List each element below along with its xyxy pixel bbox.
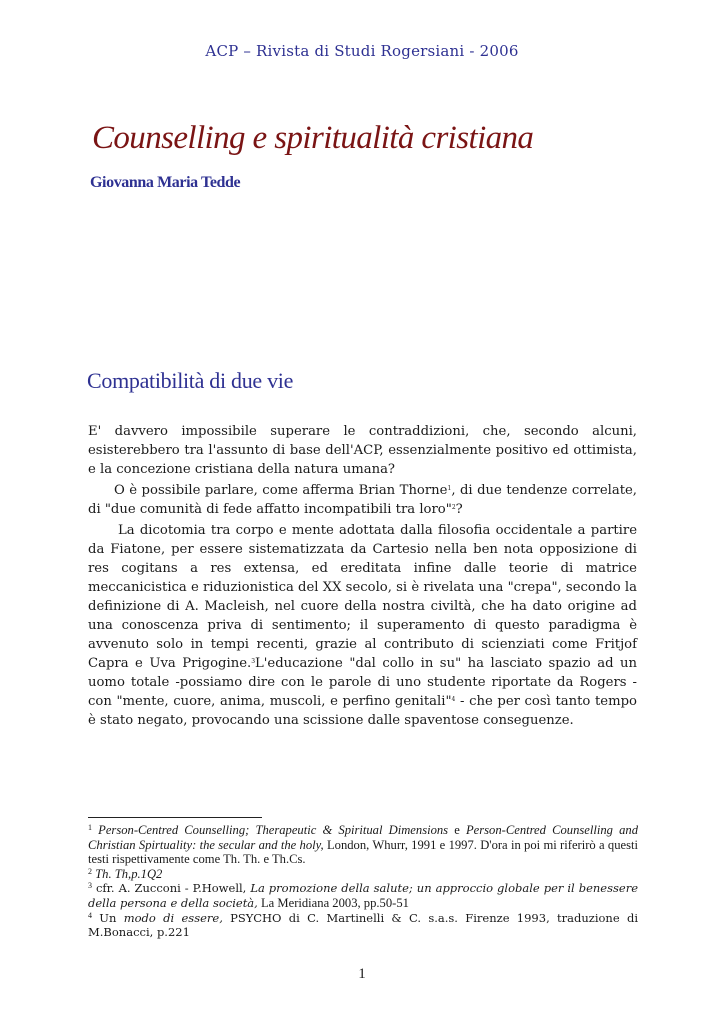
- paragraph-3-text-c: - che per così tanto tempo è stato negato, provocando una scissione dalle spaventose conseguenze.: [88, 694, 637, 728]
- footnote-4-rest: PSYCHO di C. Martinelli & C. s.a.s. Firenze 1993, traduzione di M.Bonacci, p.221: [88, 910, 638, 940]
- footnote-4-mark: 4: [88, 910, 92, 920]
- footnote-4-title: modo di essere,: [123, 910, 223, 925]
- footnotes: [88, 823, 638, 940]
- footnote-ref-1: 1: [447, 485, 452, 492]
- paragraph-1-text: E' davvero impossibile superare le contraddizioni, che, secondo alcuni, esisterebbero tra l'assunto di base dell'ACP, essenzialmente positivo ed ottimista, e la concezione cristiana della natura umana?: [88, 424, 637, 477]
- footnote-1: [88, 823, 638, 867]
- footnote-1-rest: London, Whurr, 1991 e 1997. D'ora in poi mi riferirò a questi testi rispettivamente come Th. Th. e Th.Cs.: [88, 837, 638, 867]
- article-title: Counselling e spiritualità cristiana: [92, 120, 534, 156]
- paragraph-2-text-b: , di due tendenze correlate, di "due comunità di fede affatto incompatibili tra loro": [88, 483, 637, 517]
- footnote-3-rest: La Meridiana 2003, pp.50-51: [257, 895, 409, 910]
- footnote-3-mark: 3: [88, 881, 92, 891]
- paragraph-1: [88, 422, 637, 479]
- footnote-3-prefix: cfr. A. Zucconi - P.Howell,: [92, 881, 251, 896]
- footnote-ref-4: 4: [451, 696, 456, 703]
- paragraph-2-text-c: ?: [455, 502, 463, 517]
- footnote-1-title-1: Person-Centred Counselling; Therapeutic & Spiritual Dimensions: [98, 823, 449, 837]
- footnote-ref-2: 2: [451, 504, 456, 511]
- footnote-4-prefix: Un: [92, 910, 124, 925]
- footnote-1-and: e: [448, 823, 466, 837]
- paragraph-3-text-b: L'educazione "dal collo in su" ha lasciato spazio ad un uomo totale -possiamo dire con le parole di uno studente riportate da Rogers - con "mente, cuore, anima, muscoli, e perfino genitali": [88, 656, 638, 709]
- paragraph-2-text-a: O è possibile parlare, come afferma Brian Thorne: [114, 483, 448, 498]
- footnote-2: [88, 867, 638, 882]
- footnote-separator: [88, 817, 262, 818]
- footnote-ref-3: 3: [251, 658, 256, 665]
- footnote-4: [88, 911, 638, 940]
- footnote-3-title: La promozione della salute; un approccio globale per il benessere della persona e della società,: [88, 881, 638, 910]
- footnote-1-title-2: Person-Centred Counselling and Christian Spirtuality: the secular and the holy,: [88, 823, 638, 852]
- article-author: Giovanna Maria Tedde: [90, 174, 241, 191]
- page-number: 1: [358, 966, 366, 982]
- paragraph-2: [88, 481, 637, 519]
- footnote-1-mark: 1: [88, 823, 92, 832]
- footnote-3: [88, 881, 638, 910]
- footnote-2-text: Th. Th,p.1Q2: [95, 866, 163, 881]
- paragraph-3-text-a: La dicotomia tra corpo e mente adottata dalla filosofia occidentale a partire da Fiatone, per essere sistematizzata da Cartesio nella ben nota opposizione di res cogitans a res extensa, ed ereditata infine dalle teorie di matrice meccanicistica e riduzionistica del XX secolo, si è rivelata una "crepa", secondo la definizione di A. Macleish, nel cuore della nostra civiltà, che ha dato origine ad una conoscenza priva di sentimento; il superamento di questo paradigma è avvenuto solo in tempi recenti, grazie al contributo di scienziati come Fritjof Capra e Uva Prigogine.: [88, 523, 637, 671]
- footnote-2-mark: 2: [88, 866, 92, 876]
- running-header: ACP – Rivista di Studi Rogersiani - 2006: [205, 42, 519, 60]
- section-heading: Compatibilità di due vie: [87, 368, 294, 393]
- paragraph-3: [88, 521, 637, 730]
